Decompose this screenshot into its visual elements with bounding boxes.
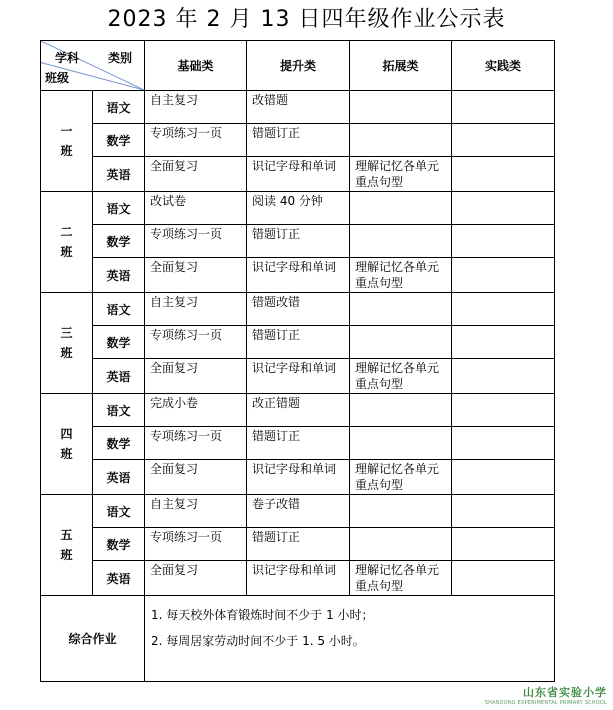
- table-row: [41, 326, 555, 359]
- subject-cell-math: 数学: [93, 528, 145, 561]
- homework-cell-basic: 自主复习: [145, 495, 247, 528]
- class-name-cell: 二 班: [41, 192, 93, 293]
- school-logo-english: SHANDONG EXPERIMENTAL PRIMARY SCHOOL: [484, 700, 607, 706]
- homework-cell-improve: 改正错题: [247, 394, 350, 427]
- homework-cell-improve: 错题订正: [247, 528, 350, 561]
- subject-label: 学科: [55, 51, 80, 65]
- homework-cell-basic: 专项练习一页: [145, 427, 247, 460]
- summary-label: 综合作业: [41, 596, 145, 682]
- table-row: [41, 124, 555, 157]
- homework-cell-practice: [452, 427, 555, 460]
- table-row: [41, 495, 555, 528]
- summary-content: [145, 596, 555, 682]
- homework-cell-extend: [350, 394, 452, 427]
- homework-cell-extend: 理解记忆各单元重点句型: [350, 157, 452, 192]
- homework-cell-improve: 识记字母和单词: [247, 561, 350, 596]
- class-name-cell: 四 班: [41, 394, 93, 495]
- subject-cell-chinese: 语文: [93, 394, 145, 427]
- table-row: [41, 293, 555, 326]
- homework-cell-extend: [350, 427, 452, 460]
- subject-cell-chinese: 语文: [93, 293, 145, 326]
- school-logo: [485, 684, 607, 706]
- homework-cell-basic: 自主复习: [145, 293, 247, 326]
- subject-cell-math: 数学: [93, 427, 145, 460]
- homework-cell-practice: [452, 258, 555, 293]
- table-row: [41, 561, 555, 596]
- column-header-extend: 拓展类: [350, 41, 452, 91]
- table-row: [41, 359, 555, 394]
- homework-cell-practice: [452, 157, 555, 192]
- subject-cell-chinese: 语文: [93, 495, 145, 528]
- homework-cell-basic: 全面复习: [145, 157, 247, 192]
- column-header-basic: 基础类: [145, 41, 247, 91]
- class-name-cell: 五 班: [41, 495, 93, 596]
- page-title: 2023 年 2 月 13 日四年级作业公示表: [107, 7, 506, 32]
- homework-table-body: [41, 41, 555, 682]
- homework-cell-extend: [350, 528, 452, 561]
- subject-cell-english: 英语: [93, 157, 145, 192]
- homework-cell-basic: 改试卷: [145, 192, 247, 225]
- homework-cell-basic: 全面复习: [145, 359, 247, 394]
- summary-item: 1. 每天校外体育锻炼时间不少于 1 小时；: [151, 608, 374, 622]
- homework-cell-improve: 卷子改错: [247, 495, 350, 528]
- homework-cell-practice: [452, 528, 555, 561]
- homework-cell-practice: [452, 124, 555, 157]
- table-row: [41, 528, 555, 561]
- category-label: 类别: [107, 51, 132, 65]
- subject-cell-english: 英语: [93, 561, 145, 596]
- homework-cell-extend: 理解记忆各单元重点句型: [350, 359, 452, 394]
- homework-cell-improve: 错题订正: [247, 225, 350, 258]
- homework-cell-extend: [350, 293, 452, 326]
- subject-cell-chinese: 语文: [93, 91, 145, 124]
- subject-cell-english: 英语: [93, 460, 145, 495]
- header-row: [41, 41, 555, 91]
- summary-row: [41, 596, 555, 682]
- homework-cell-practice: [452, 192, 555, 225]
- homework-cell-extend: 理解记忆各单元重点句型: [350, 258, 452, 293]
- table-row: [41, 460, 555, 495]
- homework-cell-basic: 全面复习: [145, 258, 247, 293]
- column-header-improve: 提升类: [247, 41, 350, 91]
- subject-cell-math: 数学: [93, 225, 145, 258]
- subject-cell-english: 英语: [93, 359, 145, 394]
- homework-cell-basic: 专项练习一页: [145, 225, 247, 258]
- homework-cell-extend: [350, 225, 452, 258]
- homework-cell-basic: 专项练习一页: [145, 124, 247, 157]
- homework-cell-basic: 完成小卷: [145, 394, 247, 427]
- class-label: 班级: [45, 71, 70, 85]
- homework-cell-practice: [452, 394, 555, 427]
- subject-cell-english: 英语: [93, 258, 145, 293]
- homework-cell-practice: [452, 359, 555, 394]
- table-row: [41, 192, 555, 225]
- table-row: [41, 225, 555, 258]
- homework-cell-improve: 识记字母和单词: [247, 359, 350, 394]
- homework-cell-extend: 理解记忆各单元重点句型: [350, 561, 452, 596]
- table-row: [41, 91, 555, 124]
- homework-cell-improve: 错题订正: [247, 326, 350, 359]
- table-row: [41, 258, 555, 293]
- homework-cell-extend: [350, 192, 452, 225]
- homework-cell-practice: [452, 326, 555, 359]
- school-logo-name: 山东省实验小学: [523, 686, 607, 699]
- table-row: [41, 394, 555, 427]
- column-header-practice: 实践类: [452, 41, 555, 91]
- homework-cell-extend: [350, 124, 452, 157]
- subject-cell-chinese: 语文: [93, 192, 145, 225]
- subject-cell-math: 数学: [93, 326, 145, 359]
- homework-cell-practice: [452, 293, 555, 326]
- homework-cell-improve: 错题改错: [247, 293, 350, 326]
- table-row: [41, 157, 555, 192]
- class-name-cell: 三 班: [41, 293, 93, 394]
- homework-table: [40, 40, 555, 682]
- homework-cell-basic: 自主复习: [145, 91, 247, 124]
- homework-cell-practice: [452, 225, 555, 258]
- homework-cell-improve: 识记字母和单词: [247, 258, 350, 293]
- homework-cell-improve: 识记字母和单词: [247, 157, 350, 192]
- homework-cell-extend: [350, 495, 452, 528]
- homework-cell-improve: 识记字母和单词: [247, 460, 350, 495]
- homework-cell-basic: 全面复习: [145, 460, 247, 495]
- homework-cell-improve: 阅读 40 分钟: [247, 192, 350, 225]
- homework-cell-practice: [452, 495, 555, 528]
- homework-cell-practice: [452, 561, 555, 596]
- homework-cell-extend: 理解记忆各单元重点句型: [350, 460, 452, 495]
- summary-item: 2. 每周居家劳动时间不少于 1. 5 小时。: [151, 634, 365, 648]
- homework-cell-practice: [452, 460, 555, 495]
- homework-cell-basic: 专项练习一页: [145, 528, 247, 561]
- homework-cell-basic: 专项练习一页: [145, 326, 247, 359]
- homework-cell-practice: [452, 91, 555, 124]
- homework-cell-extend: [350, 91, 452, 124]
- diagonal-header-cell: [41, 41, 145, 91]
- class-name-cell: 一 班: [41, 91, 93, 192]
- homework-cell-improve: 错题订正: [247, 427, 350, 460]
- homework-cell-improve: 改错题: [247, 91, 350, 124]
- homework-cell-basic: 全面复习: [145, 561, 247, 596]
- homework-cell-extend: [350, 326, 452, 359]
- subject-cell-math: 数学: [93, 124, 145, 157]
- table-row: [41, 427, 555, 460]
- homework-cell-improve: 错题订正: [247, 124, 350, 157]
